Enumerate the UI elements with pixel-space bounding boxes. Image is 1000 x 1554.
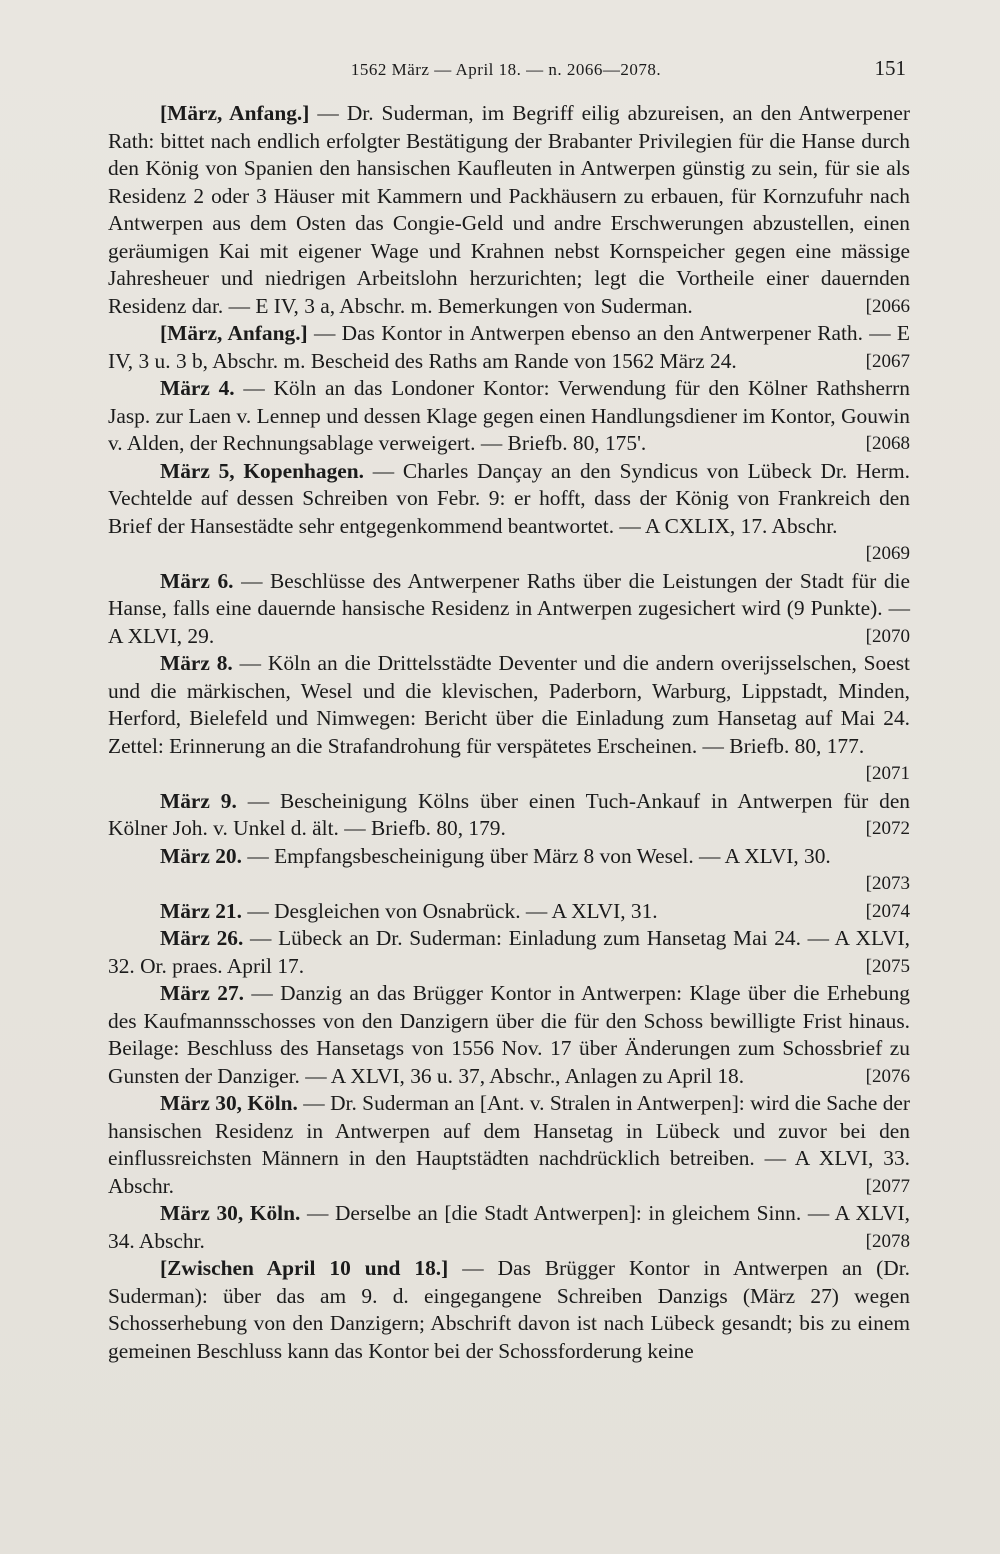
- regest-list: [108, 100, 910, 1365]
- entry-number: [2073: [865, 873, 910, 894]
- entry-number: [2068: [865, 433, 910, 454]
- entry-date: März 21.: [160, 898, 242, 923]
- entry-number: [2072: [865, 818, 910, 839]
- entry-number: [2075: [865, 955, 910, 977]
- entry-number: [2069: [865, 543, 910, 564]
- regest-entry-2072: [108, 788, 910, 843]
- regest-entry-2079: [108, 1255, 910, 1365]
- entry-text: — Dr. Suderman an [Ant. v. Stralen in Antwerpen]: wird die Sache der hansischen Residenz in Antwerpen auf dem Hansetag in Lübeck und zuvor bei den einflussreichsten Männern in den Hauptstädten nachdrücklich betreiben. — A XLVI, 33. Abschr.: [108, 1091, 911, 1198]
- entry-text: — Das Brügger Kontor in Antwerpen an (Dr. Suderman): über das am 9. d. eingegangene Schreiben Danzigs (März 27) wegen Schosserhebung von den Danzigern; Abschrift davon ist nach Lübeck gesandt; bis zu einem gemeinen Beschluss kann das Kontor bei der Schossforderung keine: [108, 1256, 910, 1363]
- entry-date: März 30, Köln.: [160, 1091, 298, 1115]
- entry-number: [2076: [865, 1065, 910, 1087]
- entry-number: [2078: [865, 1230, 910, 1252]
- entry-date: März 4.: [160, 376, 235, 400]
- entry-text: — Charles Dançay an den Syndicus von Lübeck Dr. Herm. Vechtelde auf dessen Schreiben von Febr. 9: er hofft, dass der König von Frankreich den Brief der Hansestädte sehr entgegenkommend beantwortet. — A CXLIX, 17. Abschr.: [108, 458, 911, 538]
- entry-date: März 27.: [160, 981, 244, 1005]
- entry-number: [2066: [865, 295, 910, 317]
- entry-text: — Derselbe an [die Stadt Antwerpen]: in gleichem Sinn. — A XLVI, 34. Abschr.: [108, 1201, 910, 1253]
- regest-entry-2076: [108, 980, 910, 1090]
- entry-text: — Köln an das Londoner Kontor: Verwendung für den Kölner Rathsherrn Jasp. zur Laen v. Lennep und dessen Klage gegen einen Handlungsdiener im Kontor, Gouwin v. Alden, der Rechnungsablage verweigert. — Briefb. 80, 175'.: [108, 376, 910, 455]
- entry-number: [2074: [865, 900, 910, 922]
- regest-entry-2071: [108, 650, 910, 788]
- entry-date: [März, Anfang.]: [160, 101, 310, 125]
- entry-date: [Zwischen April 10 und 18.]: [160, 1256, 449, 1280]
- entry-date: März 26.: [160, 926, 244, 950]
- entry-date: März 20.: [160, 843, 242, 868]
- entry-text: — Das Kontor in Antwerpen ebenso an den Antwerpener Rath. — E IV, 3 u. 3 b, Abschr. m. Bescheid des Raths am Rande von 1562 März 24.: [108, 321, 910, 373]
- regest-entry-2070: [108, 568, 910, 651]
- entry-text: — Lübeck an Dr. Suderman: Einladung zum Hansetag Mai 24. — A XLVI, 32. Or. praes. April 17.: [108, 926, 910, 978]
- entry-text: — Dr. Suderman, im Begriff eilig abzureisen, an den Antwerpener Rath: bittet nach endlich erfolgter Bestätigung der Brabanter Privilegien für die Hanse durch den König von Spanien den hansischen Kaufleuten in Antwerpen günstig zu sein, für sie als Residenz 2 oder 3 Häuser mit Kammern und Packhäusern zu erbauen, für Kornzufuhr nach Antwerpen aus dem Osten das Congie-Geld und andre Erschwerungen abzustellen, einen geräumigen Kai mit eigener Wage und Krahnen nebst Kornspeicher gegen eine mässige Jahresheuer und niedrigen Arbeitslohn herzurichten; legt die Vortheile einer dauernden Residenz dar. — E IV, 3 a, Abschr. m. Bemerkungen von Suderman.: [108, 101, 910, 318]
- entry-date: März 9.: [160, 788, 237, 813]
- entry-date: März 5, Kopenhagen.: [160, 458, 365, 483]
- entry-text: — Köln an die Drittelsstädte Deventer und die andern overijsselschen, Soest und die märkischen, Wesel und die klevischen, Paderborn, Warburg, Lippstadt, Minden, Herford, Bielefeld und Nimwegen: Bericht über die Einladung zum Hansetag auf Mai 24. Zettel: Erinnerung an die Strafandrohung für verspätetes Erscheinen. — Briefb. 80, 177.: [108, 651, 910, 758]
- page-number: 151: [874, 56, 906, 80]
- regest-entry-2078: [108, 1200, 910, 1255]
- entry-number: [2077: [865, 1175, 910, 1197]
- entry-text: — Empfangsbescheinigung über März 8 von Wesel. — A XLVI, 30.: [247, 843, 831, 868]
- regest-entry-2067: [108, 320, 910, 375]
- entry-text: — Bescheinigung Kölns über einen Tuch-Ankauf in Antwerpen für den Kölner Joh. v. Unkel d. ält. — Briefb. 80, 179.: [108, 788, 911, 840]
- entry-text: — Danzig an das Brügger Kontor in Antwerpen: Klage über die Erhebung des Kaufmannsschosses von den Danzigern über die für den Schoss bewilligte Frist hinaus. Beilage: Beschluss des Hansetags von 1556 Nov. 17 über Änderungen zum Schossbrief zu Gunsten der Danziger. — A XLVI, 36 u. 37, Abschr., Anlagen zu April 18.: [108, 981, 910, 1088]
- regest-entry-2075: [108, 925, 910, 980]
- entry-text: — Beschlüsse des Antwerpener Raths über die Leistungen der Stadt für die Hanse, falls eine dauernde hansische Residenz in Antwerpen zugesichert wird (9 Punkte). — A XLVI, 29.: [108, 568, 910, 648]
- page-header: [106, 56, 906, 88]
- entry-date: März 30, Köln.: [160, 1201, 301, 1225]
- entry-date: März 8.: [160, 651, 233, 675]
- regest-entry-2073: [108, 843, 910, 898]
- regest-entry-2066: [108, 100, 910, 320]
- entry-text: — Desgleichen von Osnabrück. — A XLVI, 31.: [247, 898, 658, 923]
- regest-entry-2074: [108, 898, 910, 926]
- running-head: 1562 März — April 18. — n. 2066—2078.: [350, 60, 662, 79]
- entry-date: März 6.: [160, 568, 234, 593]
- regest-entry-2077: [108, 1090, 910, 1200]
- entry-date: [März, Anfang.]: [160, 321, 308, 345]
- entry-number: [2071: [865, 763, 910, 784]
- regest-entry-2069: [108, 458, 910, 568]
- regest-entry-2068: [108, 375, 910, 458]
- entry-number: [2067: [865, 350, 910, 372]
- entry-number: [2070: [865, 625, 910, 647]
